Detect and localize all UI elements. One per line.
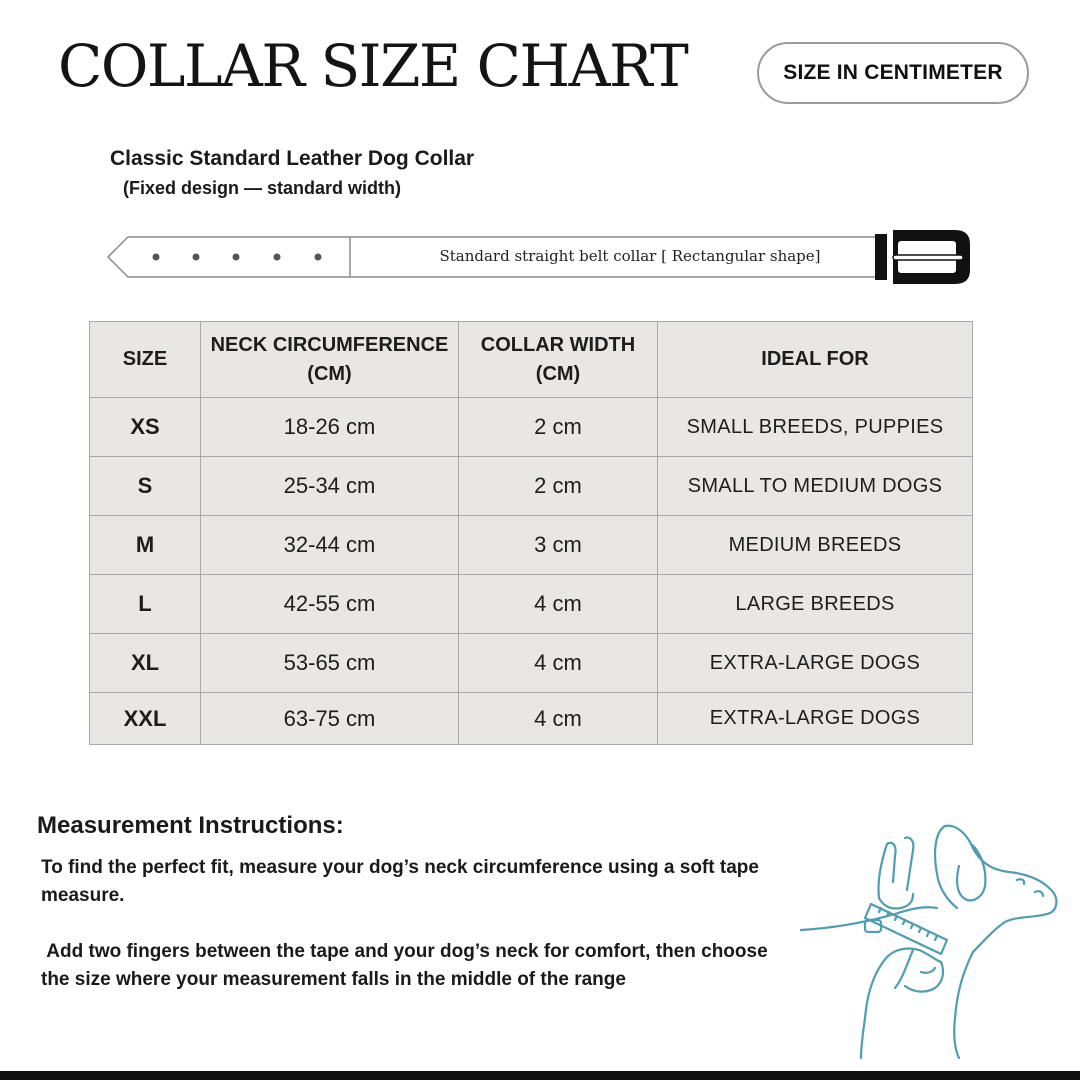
- size-cell: M: [90, 516, 201, 575]
- unit-badge: [757, 42, 1029, 104]
- product-subtitle: (Fixed design — standard width): [123, 178, 402, 198]
- product-name: Classic Standard Leather Dog Collar: [110, 147, 475, 170]
- ideal-cell: EXTRA-LARGE DOGS: [658, 634, 973, 693]
- header-width: COLLAR WIDTH (CM): [459, 322, 658, 398]
- width-cell: 4 cm: [459, 575, 658, 634]
- instructions-paragraph-1: To find the perfect fit, measure your dog’s neck circumference using a soft tape measure.: [41, 857, 759, 906]
- width-cell: 3 cm: [459, 516, 658, 575]
- table-row: [90, 516, 973, 575]
- ideal-cell: EXTRA-LARGE DOGS: [658, 693, 973, 745]
- size-cell: XS: [90, 398, 201, 457]
- size-cell: XL: [90, 634, 201, 693]
- collar-icon: [0, 220, 1080, 290]
- dog-measuring-icon: [795, 822, 1065, 1062]
- table-row: [90, 457, 973, 516]
- instructions-paragraph-2: Add two fingers between the tape and your dog’s neck for comfort, then choose the size where your measurement falls in the middle of the range: [41, 941, 768, 990]
- instructions-title: Measurement Instructions:: [37, 812, 344, 839]
- ideal-cell: LARGE BREEDS: [658, 575, 973, 634]
- buckle-icon: [875, 230, 970, 284]
- table-row: [90, 398, 973, 457]
- neck-cell: 53-65 cm: [201, 634, 459, 693]
- width-cell: 4 cm: [459, 693, 658, 745]
- neck-cell: 32-44 cm: [201, 516, 459, 575]
- table-header-row: [90, 322, 973, 398]
- width-cell: 4 cm: [459, 634, 658, 693]
- unit-label: SIZE IN CENTIMETER: [783, 61, 1003, 84]
- table-row: [90, 693, 973, 745]
- width-cell: 2 cm: [459, 457, 658, 516]
- neck-cell: 25-34 cm: [201, 457, 459, 516]
- size-cell: S: [90, 457, 201, 516]
- ideal-cell: SMALL TO MEDIUM DOGS: [658, 457, 973, 516]
- size-cell: L: [90, 575, 201, 634]
- width-cell: 2 cm: [459, 398, 658, 457]
- ideal-cell: MEDIUM BREEDS: [658, 516, 973, 575]
- header-ideal: IDEAL FOR: [658, 322, 973, 398]
- neck-cell: 18-26 cm: [201, 398, 459, 457]
- neck-cell: 63-75 cm: [201, 693, 459, 745]
- table-row: [90, 575, 973, 634]
- collar-caption: Standard straight belt collar [ Rectangular shape]: [439, 247, 821, 265]
- neck-cell: 42-55 cm: [201, 575, 459, 634]
- size-cell: XXL: [90, 693, 201, 745]
- page-title: COLLAR SIZE CHART: [58, 32, 688, 100]
- size-table: [89, 321, 973, 745]
- header-size: SIZE: [90, 322, 201, 398]
- ideal-cell: SMALL BREEDS, PUPPIES: [658, 398, 973, 457]
- table-row: [90, 634, 973, 693]
- bottom-bar: [0, 1071, 1080, 1080]
- header-neck: NECK CIRCUMFERENCE (CM): [201, 322, 459, 398]
